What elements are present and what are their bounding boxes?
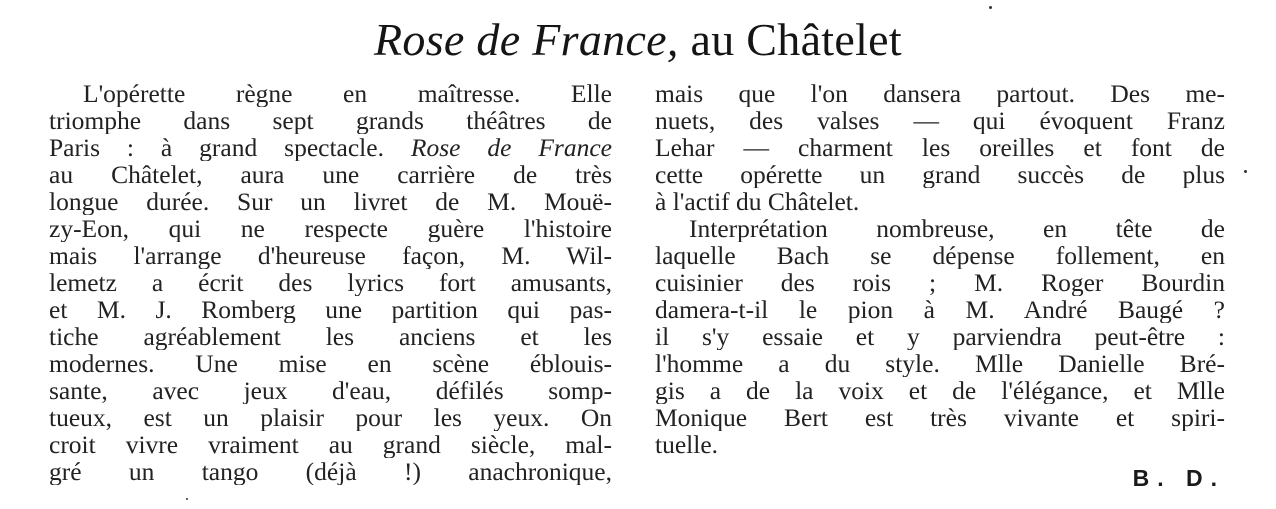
- text-line: L'opérette règne en maîtresse. Elle: [83, 80, 612, 107]
- text-line: gré un tango (déjà !) anachronique,: [49, 458, 612, 485]
- text-line: mais l'arrange d'heureuse façon, M. Wil-: [49, 242, 612, 269]
- text-line: damera-t-il le pion à M. André Baugé ?: [655, 296, 1225, 323]
- text-line: tueux, est un plaisir pour les yeux. On: [49, 404, 612, 431]
- print-speck: [1244, 170, 1247, 173]
- print-speck: [186, 498, 188, 500]
- text-line: zy-Eon, qui ne respecte guère l'histoire: [49, 215, 612, 242]
- text-line: Interprétation nombreuse, en tête de: [689, 215, 1225, 242]
- text-line: Lehar — charment les oreilles et font de: [655, 134, 1225, 161]
- text-line: mais que l'on dansera partout. Des me-: [655, 80, 1225, 107]
- article-column-left: [49, 80, 612, 485]
- text-line: Monique Bert est très vivante et spiri-: [655, 404, 1225, 431]
- text-line: lemetz a écrit des lyrics fort amusants,: [49, 269, 612, 296]
- text-line: l'homme a du style. Mlle Danielle Bré-: [655, 350, 1225, 377]
- text-line: sante, avec jeux d'eau, défilés somp-: [49, 377, 612, 404]
- headline-title-italic: Rose de France,: [374, 14, 679, 65]
- headline-title-rest: au Châtelet: [678, 14, 902, 65]
- text-line: modernes. Une mise en scène éblouis-: [49, 350, 612, 377]
- text-line: [49, 134, 612, 161]
- article-headline: [0, 10, 1276, 70]
- text-line: à l'actif du Châtelet.: [655, 188, 860, 215]
- text-line: laquelle Bach se dépense follement, en: [655, 242, 1225, 269]
- article-column-right: [655, 80, 1225, 458]
- text-line-part: Paris : à grand spectacle.: [49, 134, 411, 161]
- text-line: il s'y essaie et y parviendra peut-être :: [655, 323, 1225, 350]
- print-speck: [989, 6, 992, 9]
- text-line: longue durée. Sur un livret de M. Mouë-: [49, 188, 612, 215]
- author-signature: B. D.: [1132, 465, 1225, 491]
- text-line: croit vivre vraiment au grand siècle, mal-: [49, 431, 612, 458]
- text-line: et M. J. Romberg une partition qui pas-: [49, 296, 612, 323]
- text-line: nuets, des valses — qui évoquent Franz: [655, 107, 1225, 134]
- text-line: au Châtelet, aura une carrière de très: [49, 161, 612, 188]
- text-line: cuisinier des rois ; M. Roger Bourdin: [655, 269, 1225, 296]
- text-line: triomphe dans sept grands théâtres de: [49, 107, 612, 134]
- text-line: cette opérette un grand succès de plus: [655, 161, 1225, 188]
- text-line: gis a de la voix et de l'élégance, et Mlle: [655, 377, 1225, 404]
- italic-title-phrase: Rose de France: [410, 134, 612, 161]
- text-line: tuelle.: [655, 431, 719, 458]
- text-line: tiche agréablement les anciens et les: [49, 323, 612, 350]
